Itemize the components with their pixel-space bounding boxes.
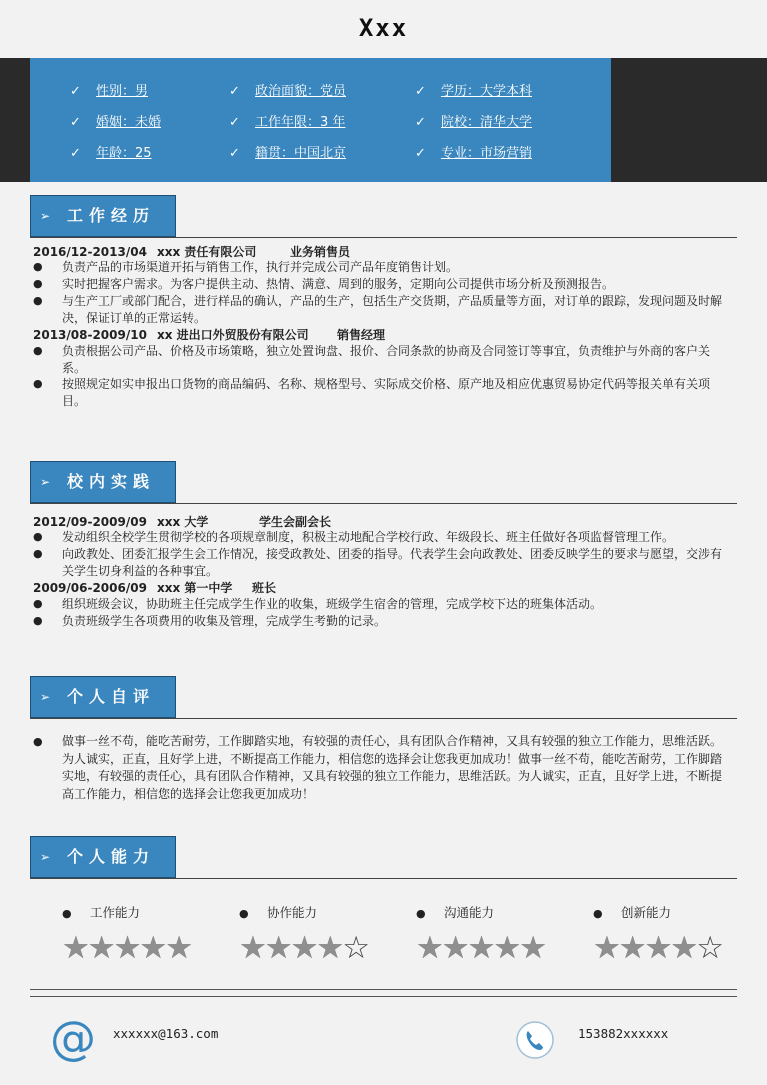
list-item: ● 发动组织全校学生贯彻学校的各项规章制度，积极主动地配合学校行政、年级段长、班主任做好各项监督管理工作。: [33, 530, 675, 544]
info-degree: ✓ 学历：大学本科: [415, 84, 533, 99]
skill-label: ● 工作能力: [62, 905, 141, 920]
bullet-icon: ●: [33, 277, 43, 290]
skill-label: ● 协作能力: [239, 905, 318, 920]
star-filled-icon: ★: [416, 930, 442, 966]
bullet-icon: ●: [33, 735, 43, 748]
check-icon: ✓: [229, 84, 240, 99]
star-empty-icon: ☆: [342, 930, 368, 966]
star-filled-icon: ★: [519, 930, 545, 966]
list-item: ● 组织班级会议，协助班主任完成学生作业的收集，班级学生宿舍的管理，完成学校下达的班集体活动。: [33, 597, 603, 611]
work-entry-header: [33, 326, 385, 343]
star-filled-icon: ★: [493, 930, 520, 966]
star-filled-icon: ★: [264, 930, 291, 966]
info-hometown: ✓ 籍贯：中国北京: [229, 146, 347, 161]
work-entry-header: [33, 243, 350, 260]
info-marital: ✓ 婚姻：未婚: [70, 115, 162, 130]
star-filled-icon: ★: [593, 930, 619, 966]
self-evaluation: ● 做事一丝不苟，能吃苦耐劳，工作脚踏实地，有较强的责任心，具有团队合作精神，又具有较强的独立工作能力，思维活跃。为人诚实，正直，且好学上进，不断提高工作能力，相信您的选择会让您我更加成功！做事一丝不苟，能吃苦耐劳，工作脚踏实地，有较强的责任心，具有团队合作精神，又具有较强的独立工作能力，思维活跃。为人诚实，正直，且好学上进，不断提高工作能力，相信您的选择会让您我更加成功！: [33, 734, 723, 801]
entry-role: 班长: [252, 581, 277, 595]
bullet-icon: ●: [33, 530, 43, 543]
star-filled-icon: ★: [165, 930, 191, 966]
check-icon: ✓: [415, 115, 426, 130]
star-filled-icon: ★: [618, 930, 645, 966]
entry-date: 2016/12-2013/04: [33, 245, 147, 259]
svg-text:@: @: [50, 1018, 96, 1062]
section-title-self: ➢ 个人自评: [30, 676, 176, 718]
star-filled-icon: ★: [113, 930, 140, 966]
info-school: ✓ 院校：清华大学: [415, 115, 533, 130]
entry-role: 销售经理: [337, 328, 386, 342]
bullet-icon: ●: [33, 597, 43, 610]
check-icon: ✓: [415, 84, 426, 99]
check-icon: ✓: [70, 146, 81, 161]
school-entry-header: [33, 513, 331, 530]
bullet-icon: ●: [33, 294, 43, 307]
section-divider: [30, 237, 737, 238]
section-title-work: ➢ 工作经历: [30, 195, 176, 237]
bullet-icon: ●: [33, 547, 43, 560]
entry-company: xx 进出口外贸股份有限公司: [157, 328, 309, 342]
list-item: ● 向政教处、团委汇报学生会工作情况，接受政教处、团委的指导。代表学生会向政教处、团委反映学生的要求与愿望，交涉有关学生切身利益的各种事宜。: [33, 547, 723, 578]
bullet-icon: ●: [416, 907, 426, 920]
skill-rating: [416, 930, 545, 966]
section-divider: [30, 878, 737, 879]
skill-rating: [62, 930, 191, 966]
check-icon: ✓: [229, 146, 240, 161]
bullet-icon: ●: [33, 614, 43, 627]
school-entry-header: [33, 579, 276, 596]
bullet-icon: ●: [239, 907, 249, 920]
skill-rating: [593, 930, 722, 966]
star-filled-icon: ★: [239, 930, 265, 966]
list-item: ● 实时把握客户需求。为客户提供主动、热情、满意、周到的服务，定期向公司提供市场分析及预测报告。: [33, 277, 615, 291]
info-gender: ✓ 性别：男: [70, 84, 149, 99]
star-filled-icon: ★: [62, 930, 88, 966]
list-item: ● 与生产工厂或部门配合，进行样品的确认，产品的生产，包括生产交货期，产品质量等方面，对订单的跟踪，发现问题及时解决，保证订单的正常运转。: [33, 294, 723, 325]
bullet-icon: ●: [33, 377, 43, 390]
skill-rating: [239, 930, 368, 966]
bullet-icon: ●: [33, 260, 43, 273]
section-title-school: ➢ 校内实践: [30, 461, 176, 503]
email-text: xxxxxx@163.com: [113, 1026, 219, 1041]
bullet-icon: ●: [62, 907, 72, 920]
bullet-icon: ●: [593, 907, 603, 920]
info-years: ✓ 工作年限：3 年: [229, 115, 346, 130]
list-item: ● 负责根据公司产品、价格及市场策略，独立处置询盘、报价、合同条款的协商及合同签订等事宜，负责维护与外商的客户关系。: [33, 344, 711, 375]
star-filled-icon: ★: [139, 930, 166, 966]
section-divider: [30, 503, 737, 504]
list-item: ● 负责产品的市场渠道开拓与销售工作，执行并完成公司产品年度销售计划。: [33, 260, 459, 274]
star-filled-icon: ★: [87, 930, 114, 966]
entry-role: 学生会副会长: [259, 515, 332, 529]
check-icon: ✓: [70, 84, 81, 99]
phone-icon: [515, 1020, 555, 1060]
star-filled-icon: ★: [670, 930, 697, 966]
section-divider: [30, 718, 737, 719]
entry-company: xxx 大学: [157, 515, 209, 529]
entry-company: xxx 责任有限公司: [157, 245, 257, 259]
section-title-ability: ➢ 个人能力: [30, 836, 176, 878]
at-icon: [50, 1018, 96, 1062]
resume-name: Xxx: [358, 14, 409, 42]
info-age: ✓ 年龄：25: [70, 146, 152, 161]
footer-divider: [30, 996, 737, 997]
arrow-icon: ➢: [40, 850, 51, 864]
star-filled-icon: ★: [290, 930, 317, 966]
entry-date: 2013/08-2009/10: [33, 328, 147, 342]
skill-label: ● 创新能力: [593, 905, 672, 920]
check-icon: ✓: [70, 115, 81, 130]
list-item: ● 按照规定如实申报出口货物的商品编码、名称、规格型号、实际成交价格、原产地及相应优惠贸易协定代码等报关单有关项目。: [33, 377, 711, 408]
check-icon: ✓: [415, 146, 426, 161]
footer-divider: [30, 989, 737, 990]
star-filled-icon: ★: [441, 930, 468, 966]
entry-date: 2012/09-2009/09: [33, 515, 147, 529]
list-item: ● 负责班级学生各项费用的收集及管理，完成学生考勤的记录。: [33, 614, 387, 628]
info-major: ✓ 专业：市场营销: [415, 146, 533, 161]
skill-label: ● 沟通能力: [416, 905, 495, 920]
entry-company: xxx 第一中学: [157, 581, 233, 595]
arrow-icon: ➢: [40, 209, 51, 223]
arrow-icon: ➢: [40, 475, 51, 489]
bullet-icon: ●: [33, 344, 43, 357]
check-icon: ✓: [229, 115, 240, 130]
entry-date: 2009/06-2006/09: [33, 581, 147, 595]
entry-role: 业务销售员: [290, 245, 351, 259]
basic-info-panel: [30, 58, 611, 182]
info-politics: ✓ 政治面貌：党员: [229, 84, 347, 99]
star-filled-icon: ★: [644, 930, 671, 966]
arrow-icon: ➢: [40, 690, 51, 704]
phone-text: 153882xxxxxx: [578, 1026, 669, 1041]
star-filled-icon: ★: [467, 930, 494, 966]
star-filled-icon: ★: [316, 930, 343, 966]
star-empty-icon: ☆: [696, 930, 722, 966]
